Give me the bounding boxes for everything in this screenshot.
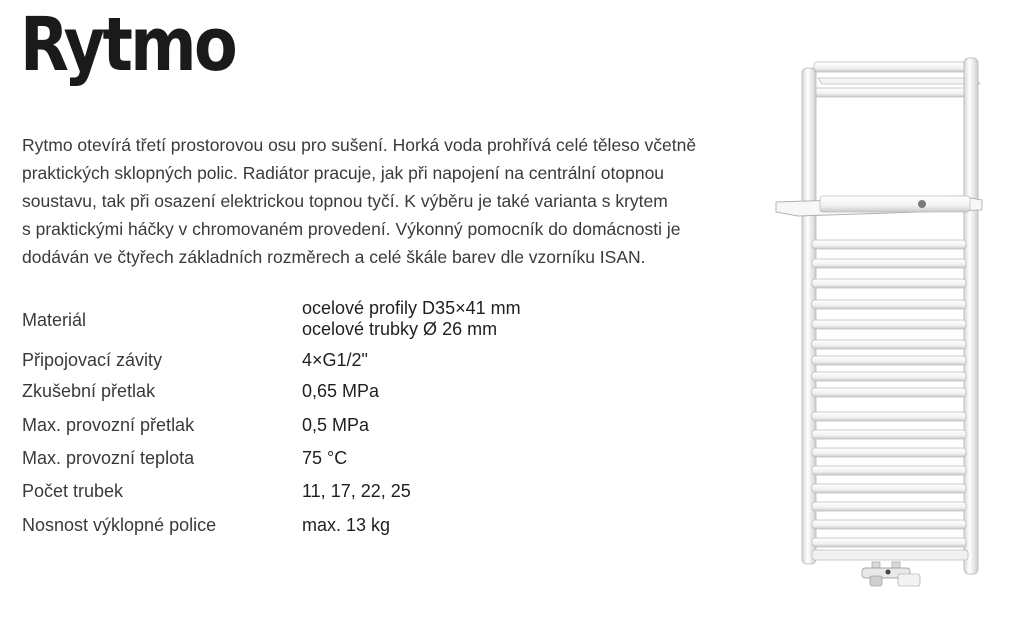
description-line: dodáván ve čtyřech základních rozměrech a celé škále barev dle vzorníku ISAN.: [22, 247, 646, 267]
spec-value: [302, 298, 521, 340]
spec-value-line: ocelové trubky Ø 26 mm: [302, 319, 498, 339]
spec-value: max. 13 kg: [302, 515, 391, 535]
product-description: [22, 131, 742, 271]
spec-value: 4×G1/2": [302, 350, 368, 370]
spec-label: Materiál: [22, 310, 87, 330]
spec-value: 0,65 MPa: [302, 381, 380, 401]
spec-value: 75 °C: [302, 448, 348, 468]
spec-value: 0,5 MPa: [302, 415, 370, 435]
radiator-product-image: [770, 50, 990, 590]
description-line: soustavu, tak při osazení elektrickou topnou tyčí. K výběru je také varianta s krytem: [22, 191, 668, 211]
description-line: praktických sklopných polic. Radiátor pracuje, jak při napojení na centrální otopnou: [22, 163, 665, 183]
spec-label: Počet trubek: [22, 481, 124, 501]
description-line: s praktickými háčky v chromovaném provedení. Výkonný pomocník do domácnosti je: [22, 219, 681, 239]
spec-value-line: ocelové profily D35×41 mm: [302, 298, 521, 318]
spec-label: Max. provozní přetlak: [22, 415, 195, 435]
spec-value: 11, 17, 22, 25: [302, 481, 411, 501]
spec-label: Zkušební přetlak: [22, 381, 156, 401]
spec-label: Max. provozní teplota: [22, 448, 195, 468]
page-title: Rytmo: [20, 2, 236, 88]
spec-label: Nosnost výklopné police: [22, 515, 217, 535]
description-line: Rytmo otevírá třetí prostorovou osu pro sušení. Horká voda prohřívá celé těleso včetně: [22, 135, 697, 155]
spec-label: Připojovací závity: [22, 350, 163, 370]
